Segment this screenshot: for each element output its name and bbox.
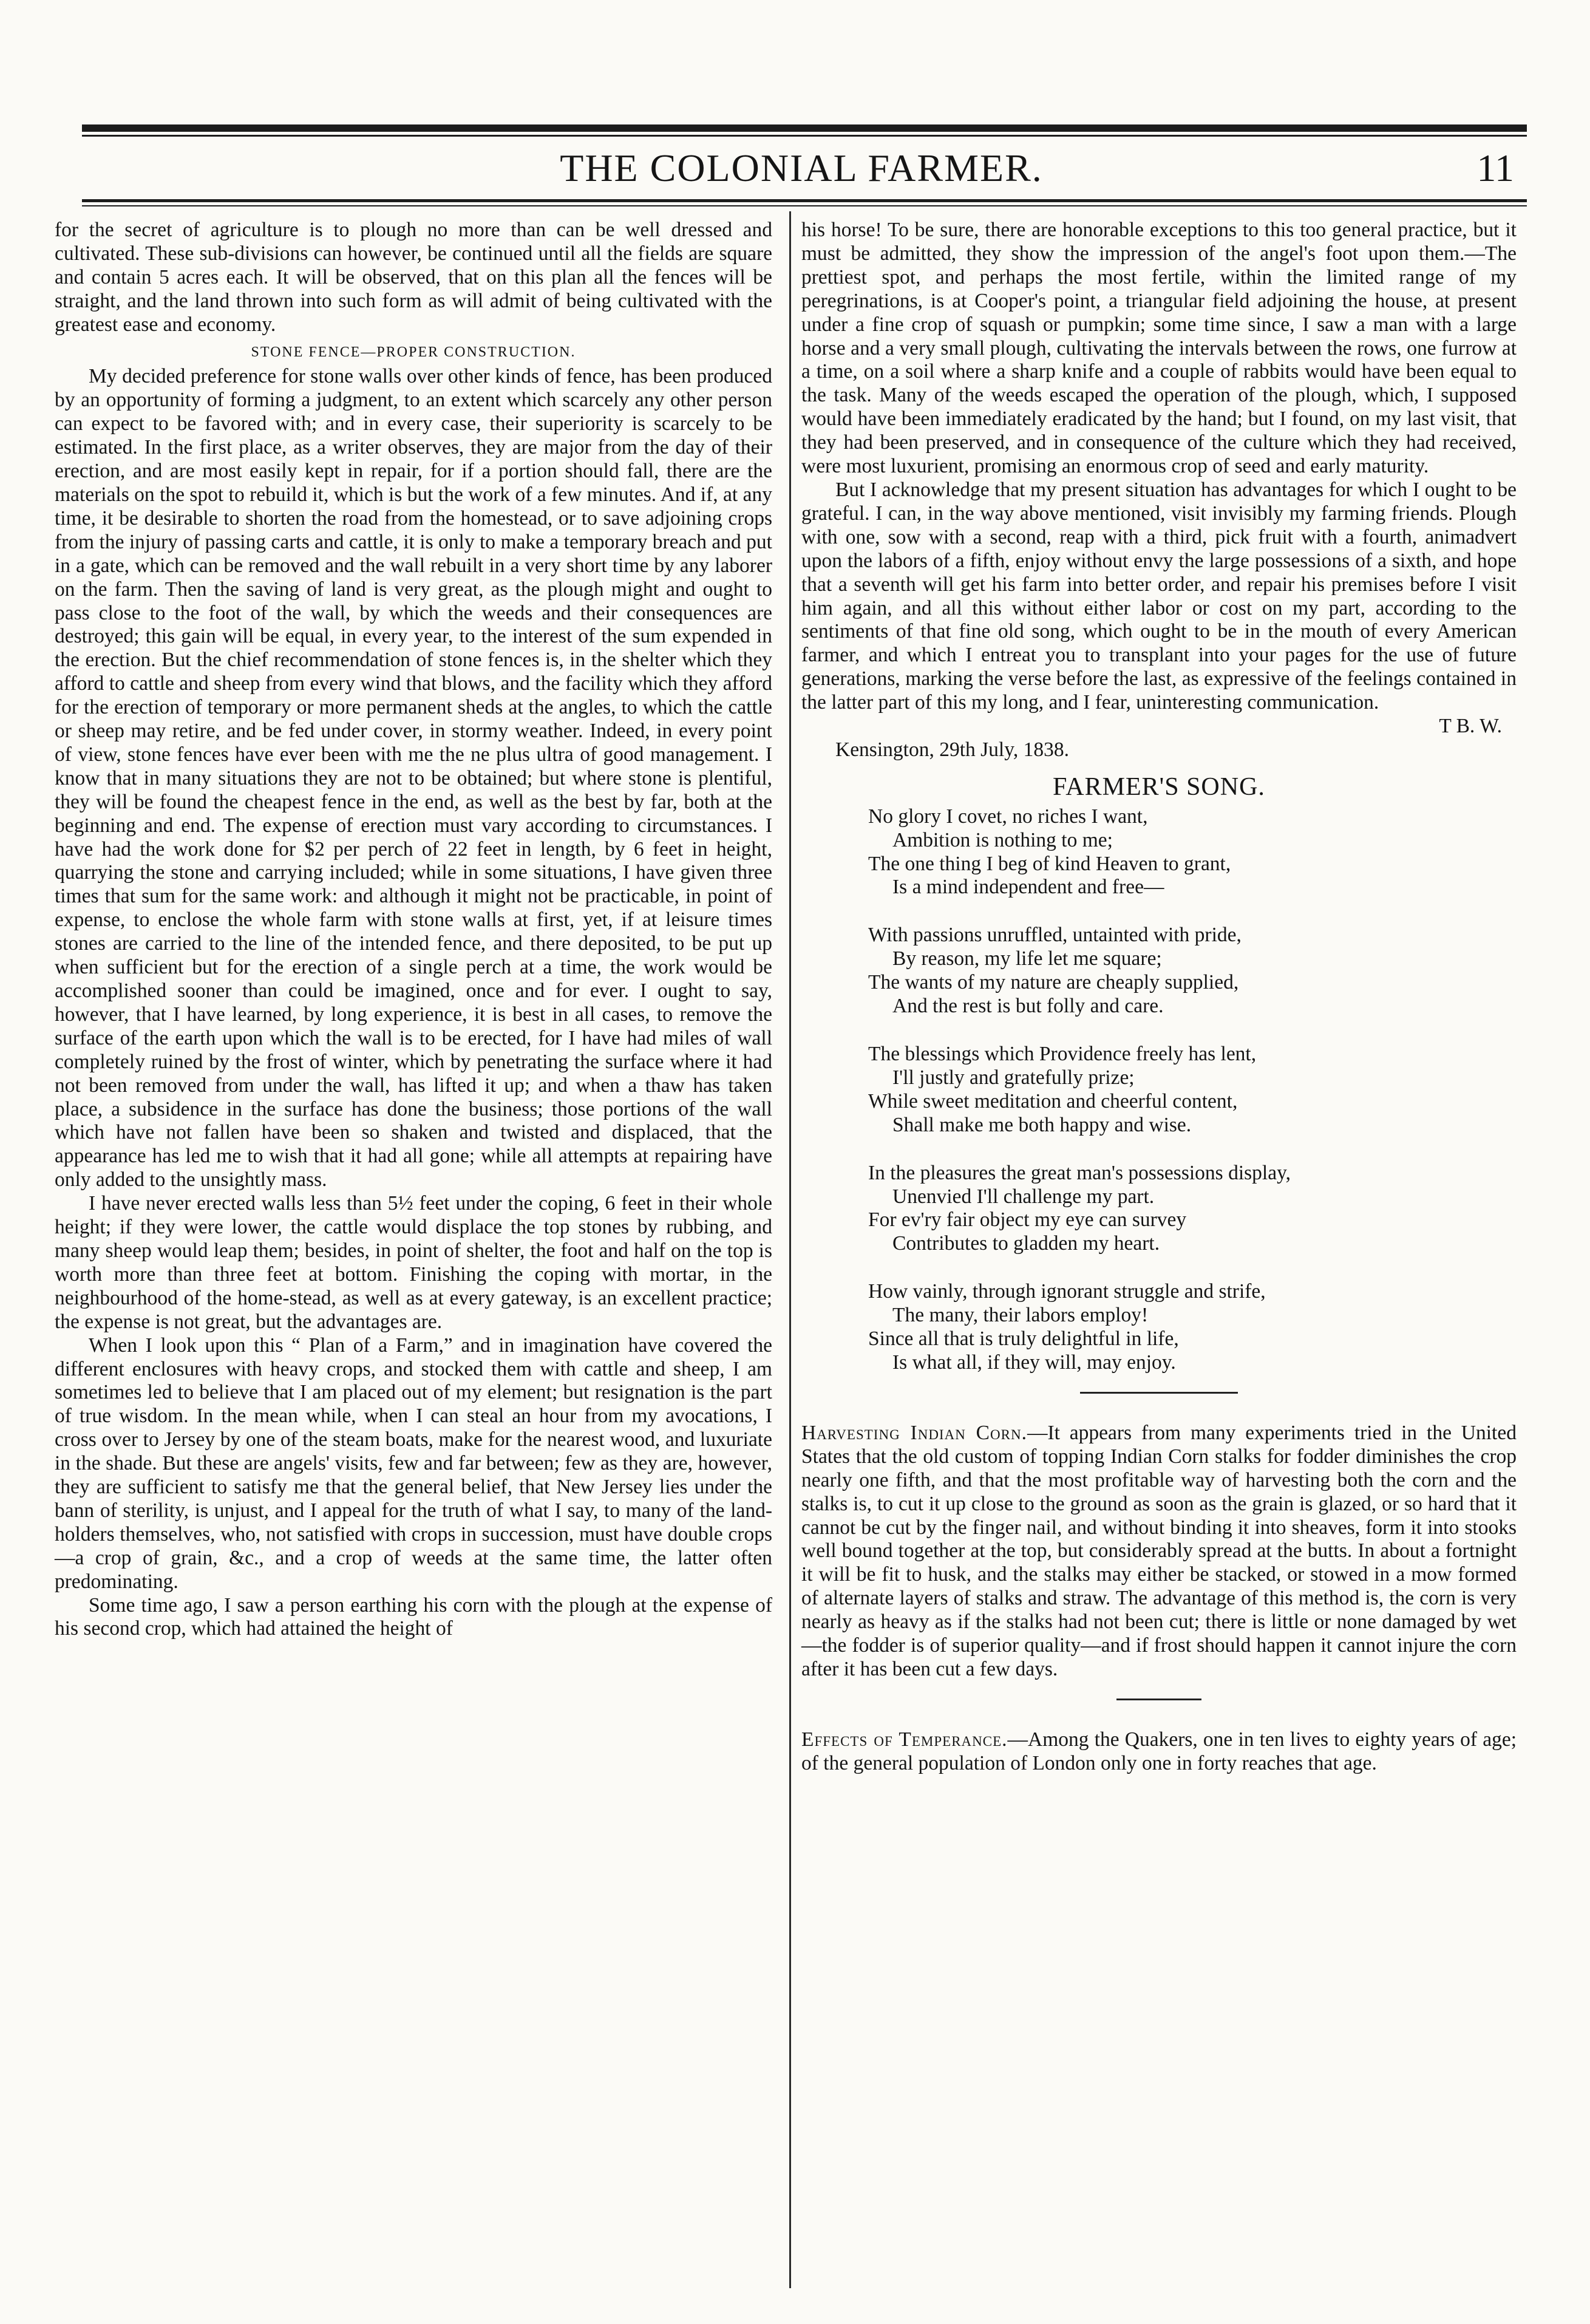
- section-heading: STONE FENCE—PROPER CONSTRUCTION.: [251, 344, 576, 360]
- left-column: [55, 219, 772, 1641]
- article-heading: Effects of Temperance.: [801, 1728, 1008, 1751]
- article-body: —Among the Quakers, one in ten lives to eighty years of age; of the general population of London only one in forty reaches that age.: [801, 1728, 1517, 1774]
- verse-line: Since all that is truly delightful in life,: [868, 1327, 1179, 1351]
- top-rule-thin: [82, 135, 1527, 137]
- article-paragraph: his horse! To be sure, there are honorable exceptions to this too general practice, but it must be admitted, they show the impression of the angel's foot upon them.—The prettiest spot, and perhaps the most fertile, within the limited range of my peregrinations, is at Cooper's point, a triangular field adjoining the house, at present under a fine crop of squash or pumpkin; some time since, I saw a man with a large horse and a very small plough, cultivating the intervals between the rows, one furrow at a time, on a soil where a sharp knife and a couple of rabbits would have been equal to the task. Many of the weeds escaped the operation of the plough, which, I supposed would have been immediately eradicated by the hand; but I found, on my last visit, that they had been preserved, and in consequence of the culture which they had received, were most luxurient, promising an enormous crop of seed and early maturity.: [801, 219, 1517, 478]
- column-divider: [789, 211, 791, 2288]
- verse-line: Shall make me both happy and wise.: [892, 1113, 1192, 1136]
- song-stanza: [868, 1162, 1517, 1256]
- verse-line: The blessings which Providence freely has lent,: [868, 1043, 1257, 1065]
- verse-line: How vainly, through ignorant struggle and strife,: [868, 1280, 1266, 1303]
- verse-line: No glory I covet, no riches I want,: [868, 805, 1148, 828]
- article-paragraph: But I acknowledge that my present situation has advantages for which I ought to be grateful. I can, in the way above mentioned, visit invisibly my farming friends. Plough with one, sow with a second, reap with a third, pick fruit with a fourth, animadvert upon the labors of a fifth, enjoy without envy the large possessions of a sixth, and hope that a seventh will get his farm into better order, and repair his premises before I visit him again, and all this without either labor or cost on my part, according to the sentiments of that fine old song, which ought to be in the mouth of every American farmer, and which I entreat you to transplant into your pages for the use of future generations, marking the verse before the last, as expressive of the feelings contained in the latter part of this my long, and I fear, uninteresting communication.: [801, 478, 1517, 714]
- header-rule-thin: [82, 205, 1527, 206]
- signature-row: [801, 715, 1517, 738]
- verse-line: Unenvied I'll challenge my part.: [892, 1185, 1155, 1208]
- verse-line: And the rest is but folly and care.: [892, 995, 1164, 1018]
- verse-line: The many, their labors employ!: [892, 1304, 1149, 1327]
- header-rule-thick: [82, 199, 1527, 202]
- verse-line: I'll justly and gratefully prize;: [892, 1066, 1135, 1089]
- verse-line: In the pleasures the great man's possessions display,: [868, 1161, 1291, 1184]
- verse-line: Is what all, if they will, may enjoy.: [892, 1351, 1176, 1374]
- verse-line: Is a mind independent and free—: [892, 876, 1164, 899]
- masthead: [79, 141, 1524, 196]
- article-paragraph: Some time ago, I saw a person earthing his corn with the plough at the expense of his second crop, which had attained the height of: [55, 1593, 772, 1640]
- section-divider: [1080, 1392, 1238, 1394]
- article-body: —It appears from many experiments tried in the United States that the old custom of topping Indian Corn stalks for fodder diminishes the crop nearly one fifth, and that the most profitable way of harvesting both the corn and the stalks is, to cut it up close to the ground as soon as the grain is glazed, or so hard that it cannot be cut by the finger nail, and without binding it into sheaves, form it into stooks well bound together at the top, but considerably spread at the butts. In about a fortnight it will be fit to husk, and the stalks may either be stacked, or stowed in a mow formed of alternate layers of stalks and straw. The advantage of this method is, the corn is very nearly as heavy as if the stalks had not been cut; there is little or none damaged by wet—the fodder is of superior quality—and if frost should happen it cannot injure the corn after it has been cut a few days.: [801, 1421, 1517, 1680]
- article-heading: Harvesting Indian Corn.: [801, 1421, 1027, 1444]
- article-paragraph: My decided preference for stone walls over other kinds of fence, has been produced by an opportunity of forming a judgment, to an extent which scarcely any other person can expect to be favored with; and in every case, their superiority is scarcely to be estimated. In the first place, as a writer observes, they are major from the day of their erection, and are most easily kept in repair, for if a portion should fall, there are the materials on the spot to rebuild it, which is but the work of a few minutes. And if, at any time, it be desirable to shorten the road from the homestead, or to save adjoining crops from the injury of passing carts and cattle, it is only to make a temporary breach and put in a gate, which can be removed and the wall rebuilt in a very short time by any laborer on the farm. Then the saving of land is very great, as the plough might and ought to pass close to the foot of the wall, by which the weeds and their consequences are destroyed; this gain will be equal, in every year, to the interest of the sum expended in the erection. But the chief recommendation of stone fences is, in the shelter which they afford to cattle and sheep from every wind that blows, and the facility which they afford for the erection of temporary or more permanent sheds at the angles, to which the cattle or sheep may retire, and be fed under cover, in stormy weather. Indeed, in every point of view, stone fences have ever been with me the ne plus ultra of good management. I know that in many situations they are not to be obtained; but where stone is plentiful, they will be found the cheapest fence in the end, as well as the best by far, both at the beginning and end. The expense of erection must vary according to circumstances. I have had the work done for $2 per perch of 22 feet in length, by 6 feet in height, quarrying the stone and carrying included; while in some situations, I have given three times that sum for the same work: and although it might not be practicable, in point of expense, to enclose the whole farm with stone walls at first, yet, if at leisure times stones are carried to the line of the intended fence, and there deposited, to be put up when sufficient but for the erection of a single perch at a time, the work would be accomplished sooner than could be imagined, once and for ever. I ought to say, however, that I have learned, by long experience, it is best in all cases, to remove the surface of the earth upon which the wall is to be erected, for I have had miles of wall completely ruined by the frost of winter, which by penetrating the surface where it had not been removed from under the wall, has lifted it up; and when a thaw has taken place, a subsidence in the surface has done the business; those portions of the wall which have not fallen have been so shaken and twisted and displaced, that the appearance has led me to wish that it had all gone; while all attempts at repairing have only added to the unsightly mass.: [55, 365, 772, 1191]
- verse-line: By reason, my life let me square;: [892, 947, 1162, 970]
- verse-line: While sweet meditation and cheerful content,: [868, 1089, 1238, 1113]
- article-paragraph: [801, 1728, 1517, 1776]
- journal-title: THE COLONIAL FARMER.: [560, 146, 1043, 189]
- song-stanza: [868, 1043, 1517, 1137]
- signature: T B. W.: [1439, 715, 1502, 738]
- article-paragraph: I have never erected walls less than 5½ feet under the coping, 6 feet in their whole height; if they were lower, the cattle would displace the top stones by rubbing, and many sheep would leap them; besides, in point of shelter, the foot and half on the top is worth more than three feet at bottom. Finishing the coping with mortar, in the neighbourhood of the home-stead, as well as at every gateway, is an excellent practice; the expense is not great, but the advantages are.: [55, 1192, 772, 1333]
- song-title: FARMER'S SONG.: [1053, 772, 1265, 801]
- top-rule-thick: [82, 124, 1527, 132]
- verse-line: Contributes to gladden my heart.: [892, 1232, 1160, 1255]
- song-stanza: [868, 805, 1517, 900]
- page-number: 11: [1476, 146, 1514, 189]
- section-divider: [1116, 1699, 1201, 1700]
- right-column: [801, 219, 1517, 1776]
- verse-line: The wants of my nature are cheaply supplied,: [868, 971, 1239, 994]
- article-paragraph: When I look upon this “ Plan of a Farm,” and in imagination have covered the different enclosures with heavy crops, and stocked them with cattle and sheep, I am sometimes led to believe that I am placed out of my element; but resignation is the part of true wisdom. In the mean while, when I can steal an hour from my avocations, I cross over to Jersey by one of the steam boats, make for the nearest wood, and luxuriate in the shade. But these are angels' visits, few and far between; few as they are, however, they are sufficient to satisfy me that the general belief, that New Jersey lies under the bann of sterility, is unjust, and I appeal for the truth of what I say, to many of the land-holders themselves, who, not satisfied with crops in succession, must have double crops—a crop of grain, &c., and a crop of weeds at the same time, the latter often predominating.: [55, 1334, 772, 1593]
- dateline: Kensington, 29th July, 1838.: [835, 738, 1069, 761]
- song-stanza: [868, 1280, 1517, 1375]
- song-stanza: [868, 924, 1517, 1018]
- verse-line: For ev'ry fair object my eye can survey: [868, 1208, 1187, 1232]
- verse-line: With passions unruffled, untainted with pride,: [868, 924, 1242, 947]
- verse-line: Ambition is nothing to me;: [892, 828, 1113, 851]
- article-paragraph: for the secret of agriculture is to plough no more than can be well dressed and cultivated. These sub-divisions can however, be continued until all the fields are square and contain 5 acres each. It will be observed, that on this plan all the fences will be straight, and the land thrown into such form as will admit of being cultivated with the greatest ease and economy.: [55, 219, 772, 336]
- verse-line: The one thing I beg of kind Heaven to grant,: [868, 852, 1231, 875]
- article-paragraph: [801, 1422, 1517, 1682]
